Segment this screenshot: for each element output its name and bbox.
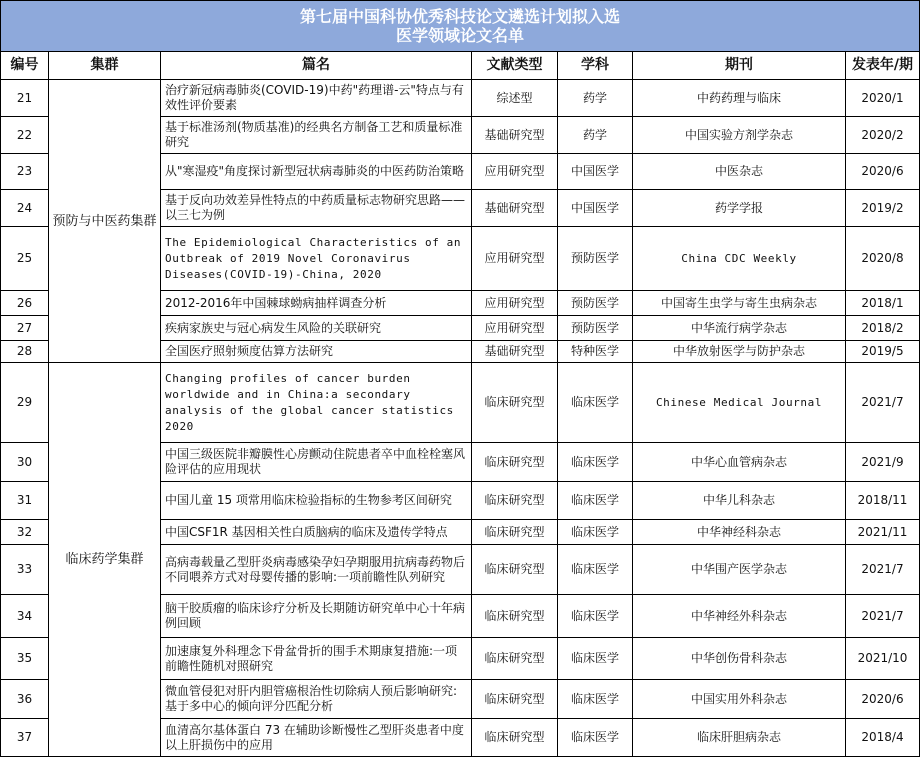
- paper-type: 临床研究型: [472, 545, 558, 595]
- paper-subject: 临床医学: [558, 520, 633, 545]
- paper-year: 2020/8: [846, 227, 920, 291]
- paper-type: 临床研究型: [472, 638, 558, 680]
- row-num: 35: [1, 638, 49, 680]
- header-paper: 篇名: [161, 52, 472, 80]
- paper-year: 2021/7: [846, 545, 920, 595]
- row-num: 25: [1, 227, 49, 291]
- paper-title: 基于标准汤剂(物质基准)的经典名方制备工艺和质量标准研究: [161, 117, 472, 154]
- paper-type: 临床研究型: [472, 719, 558, 757]
- row-num: 37: [1, 719, 49, 757]
- paper-journal: Chinese Medical Journal: [633, 363, 846, 443]
- paper-journal: 中华心血管病杂志: [633, 443, 846, 482]
- paper-subject: 药学: [558, 80, 633, 117]
- paper-subject: 临床医学: [558, 680, 633, 719]
- paper-journal: 中国实用外科杂志: [633, 680, 846, 719]
- paper-type: 临床研究型: [472, 680, 558, 719]
- title-line-1: 第七届中国科协优秀科技论文遴选计划拟入选: [299, 7, 620, 26]
- paper-type: 应用研究型: [472, 154, 558, 190]
- paper-journal: China CDC Weekly: [633, 227, 846, 291]
- paper-year: 2018/4: [846, 719, 920, 757]
- paper-subject: 药学: [558, 117, 633, 154]
- paper-journal: 中医杂志: [633, 154, 846, 190]
- paper-title: Changing profiles of cancer burden worldwide and in China:a secondary analysis of the global cancer statistics 2020: [161, 363, 472, 443]
- paper-year: 2019/2: [846, 190, 920, 227]
- paper-journal: 中华放射医学与防护杂志: [633, 341, 846, 363]
- header-type: 文献类型: [472, 52, 558, 80]
- paper-subject: 预防医学: [558, 291, 633, 316]
- paper-title: 全国医疗照射频度估算方法研究: [161, 341, 472, 363]
- header-journal: 期刊: [633, 52, 846, 80]
- paper-year: 2021/9: [846, 443, 920, 482]
- paper-type: 临床研究型: [472, 595, 558, 638]
- paper-journal: 临床肝胆病杂志: [633, 719, 846, 757]
- paper-journal: 中华神经科杂志: [633, 520, 846, 545]
- paper-title: 中国三级医院非瓣膜性心房颤动住院患者卒中血栓栓塞风险评估的应用现状: [161, 443, 472, 482]
- paper-title: 微血管侵犯对肝内胆管癌根治性切除病人预后影响研究:基于多中心的倾向评分匹配分析: [161, 680, 472, 719]
- row-num: 22: [1, 117, 49, 154]
- paper-year: 2021/11: [846, 520, 920, 545]
- header-num: 编号: [1, 52, 49, 80]
- paper-subject: 临床医学: [558, 363, 633, 443]
- paper-title: 加速康复外科理念下骨盆骨折的围手术期康复措施:一项前瞻性随机对照研究: [161, 638, 472, 680]
- paper-year: 2019/5: [846, 341, 920, 363]
- table-row: [1, 363, 920, 443]
- paper-type: 基础研究型: [472, 341, 558, 363]
- paper-subject: 临床医学: [558, 595, 633, 638]
- paper-type: 临床研究型: [472, 363, 558, 443]
- row-num: 27: [1, 316, 49, 341]
- paper-type: 基础研究型: [472, 190, 558, 227]
- paper-type: 基础研究型: [472, 117, 558, 154]
- paper-type: 临床研究型: [472, 520, 558, 545]
- paper-title: 疾病家族史与冠心病发生风险的关联研究: [161, 316, 472, 341]
- paper-subject: 临床医学: [558, 443, 633, 482]
- paper-title: 从"寒湿疫"角度探讨新型冠状病毒肺炎的中医药防治策略: [161, 154, 472, 190]
- row-num: 26: [1, 291, 49, 316]
- paper-type: 综述型: [472, 80, 558, 117]
- header-cluster: 集群: [49, 52, 161, 80]
- cluster-cell: 预防与中医药集群: [49, 80, 161, 363]
- paper-year: 2020/1: [846, 80, 920, 117]
- header-subject: 学科: [558, 52, 633, 80]
- paper-journal: 中药药理与临床: [633, 80, 846, 117]
- row-num: 28: [1, 341, 49, 363]
- row-num: 31: [1, 482, 49, 520]
- paper-subject: 中国医学: [558, 190, 633, 227]
- paper-title: 血清高尔基体蛋白 73 在辅助诊断慢性乙型肝炎患者中度以上肝损伤中的应用: [161, 719, 472, 757]
- paper-journal: 中华儿科杂志: [633, 482, 846, 520]
- paper-subject: 预防医学: [558, 227, 633, 291]
- paper-title: 中国CSF1R 基因相关性白质脑病的临床及遗传学特点: [161, 520, 472, 545]
- cluster-cell: 临床药学集群: [49, 363, 161, 757]
- table-row: [1, 80, 920, 117]
- paper-title: The Epidemiological Characteristics of an Outbreak of 2019 Novel Coronavirus Diseases(COVID-19)-China, 2020: [161, 227, 472, 291]
- paper-journal: 中华创伤骨科杂志: [633, 638, 846, 680]
- paper-title: 脑干胶质瘤的临床诊疗分析及长期随访研究单中心十年病例回顾: [161, 595, 472, 638]
- header-year: 发表年/期: [846, 52, 920, 80]
- row-num: 30: [1, 443, 49, 482]
- paper-year: 2018/11: [846, 482, 920, 520]
- paper-title: 中国儿童 15 项常用临床检验指标的生物参考区间研究: [161, 482, 472, 520]
- row-num: 36: [1, 680, 49, 719]
- paper-journal: 药学学报: [633, 190, 846, 227]
- paper-year: 2020/6: [846, 680, 920, 719]
- paper-type: 应用研究型: [472, 291, 558, 316]
- paper-year: 2020/6: [846, 154, 920, 190]
- row-num: 33: [1, 545, 49, 595]
- paper-subject: 临床医学: [558, 482, 633, 520]
- paper-title: 基于反向功效差异性特点的中药质量标志物研究思路——以三七为例: [161, 190, 472, 227]
- paper-year: 2018/2: [846, 316, 920, 341]
- paper-subject: 特种医学: [558, 341, 633, 363]
- table-title: [1, 1, 920, 52]
- paper-year: 2021/7: [846, 595, 920, 638]
- paper-journal: 中华流行病学杂志: [633, 316, 846, 341]
- paper-subject: 临床医学: [558, 638, 633, 680]
- title-row: [1, 1, 920, 52]
- paper-journal: 中国寄生虫学与寄生虫病杂志: [633, 291, 846, 316]
- row-num: 23: [1, 154, 49, 190]
- row-num: 29: [1, 363, 49, 443]
- title-line-2: 医学领域论文名单: [395, 26, 524, 45]
- paper-subject: 临床医学: [558, 545, 633, 595]
- paper-year: 2018/1: [846, 291, 920, 316]
- paper-year: 2021/7: [846, 363, 920, 443]
- paper-type: 应用研究型: [472, 227, 558, 291]
- paper-subject: 中国医学: [558, 154, 633, 190]
- paper-type: 临床研究型: [472, 482, 558, 520]
- paper-subject: 临床医学: [558, 719, 633, 757]
- paper-journal: 中国实验方剂学杂志: [633, 117, 846, 154]
- paper-type: 临床研究型: [472, 443, 558, 482]
- row-num: 32: [1, 520, 49, 545]
- paper-type: 应用研究型: [472, 316, 558, 341]
- row-num: 34: [1, 595, 49, 638]
- paper-title: 高病毒载量乙型肝炎病毒感染孕妇孕期服用抗病毒药物后不同喂养方式对母婴传播的影响:一项前瞻性队列研究: [161, 545, 472, 595]
- header-row: [1, 52, 920, 80]
- paper-year: 2020/2: [846, 117, 920, 154]
- paper-title: 2012-2016年中国棘球蚴病抽样调查分析: [161, 291, 472, 316]
- row-num: 21: [1, 80, 49, 117]
- paper-journal: 中华围产医学杂志: [633, 545, 846, 595]
- paper-year: 2021/10: [846, 638, 920, 680]
- paper-journal: 中华神经外科杂志: [633, 595, 846, 638]
- row-num: 24: [1, 190, 49, 227]
- paper-title: 治疗新冠病毒肺炎(COVID-19)中药"药理谱-云"特点与有效性评价要素: [161, 80, 472, 117]
- paper-subject: 预防医学: [558, 316, 633, 341]
